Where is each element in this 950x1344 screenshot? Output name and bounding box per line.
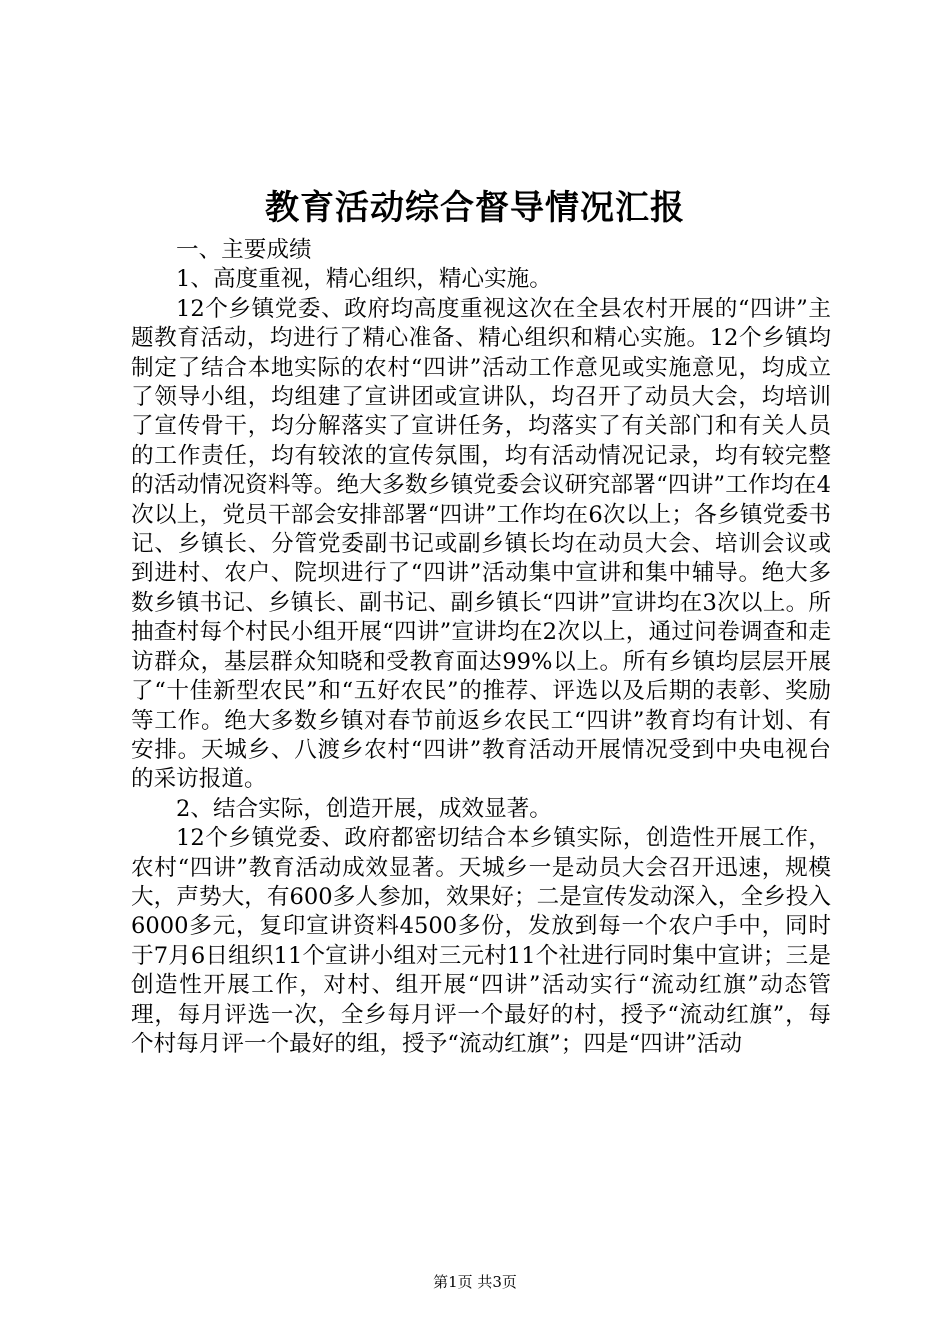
page-number-footer: 第1页 共3页: [433, 1273, 517, 1291]
subheading-2: 2、结合实际，创造开展，成效显著。: [176, 795, 552, 822]
paragraph-1: 12个乡镇党委、政府均高度重视这次在全县农村开展的“四讲”主题教育活动，均进行了精心准备、精心组织和精心实施。12个乡镇均制定了结合本地实际的农村“四讲”活动工作意见或实施意见，均成立了领导小组，均组建了宣讲团或宣讲队，均召开了动员大会，均培训了宣传骨干，均分解落实了宣讲任务，均落实了有关部门和有关人员的工作责任，均有较浓的宣传氛围，均有活动情况记录，均有较完整的活动情况资料等。绝大多数乡镇党委会议研究部署“四讲”工作均在4次以上，党员干部会安排部署“四讲”工作均在6次以上；各乡镇党委书记、乡镇长、分管党委副书记或副乡镇长均在动员大会、培训会议或到进村、农户、院坝进行了“四讲”活动集中宣讲和集中辅导。绝大多数乡镇书记、乡镇长、副书记、副乡镇长“四讲”宣讲均在3次以上。所抽查村每个村民小组开展“四讲”宣讲均在2次以上，通过问卷调查和走访群众，基层群众知晓和受教育面达99%以上。所有乡镇均层层开展了“十佳新型农民”和“五好农民”的推荐、评选以及后期的表彰、奖励等工作。绝大多数乡镇对春节前返乡农民工“四讲”教育均有计划、有安排。天城乡、八渡乡农村“四讲”教育活动开展情况受到中央电视台的采访报道。: [131, 295, 831, 793]
document-title: 教育活动综合督导情况汇报: [265, 188, 685, 228]
subheading-1: 1、高度重视，精心组织，精心实施。: [176, 266, 552, 293]
document-body: [131, 236, 831, 1059]
paragraph-2: 12个乡镇党委、政府都密切结合本乡镇实际，创造性开展工作，农村“四讲”教育活动成效显著。天城乡一是动员大会召开迅速，规模大，声势大，有600多人参加，效果好；二是宣传发动深入，全乡投入6000多元，复印宣讲资料4500多份，发放到每一个农户手中，同时于7月6日组织11个宣讲小组对三元村11个社进行同时集中宣讲；三是创造性开展工作，对村、组开展“四讲”活动实行“流动红旗”动态管理，每月评选一次，全乡每月评一个最好的村，授予“流动红旗”，每个村每月评一个最好的组，授予“流动红旗”；四是“四讲”活动: [131, 825, 831, 1057]
section-heading: 一、主要成绩: [176, 237, 312, 263]
